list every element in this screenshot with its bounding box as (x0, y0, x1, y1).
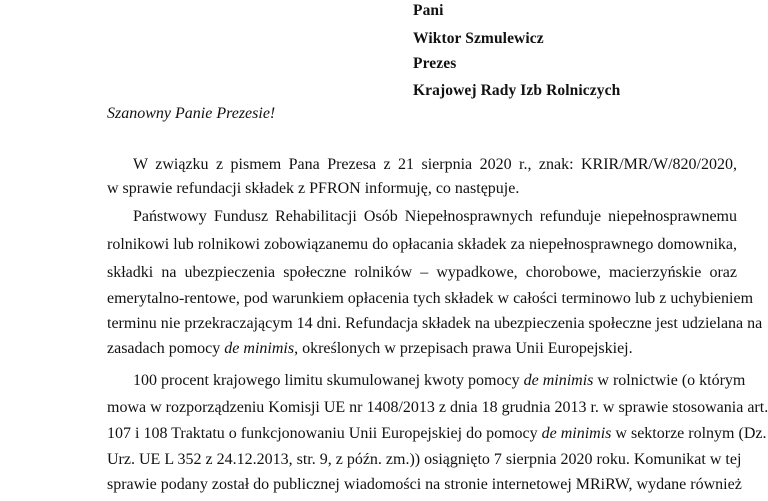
text-run: w sektorze rolnym (Dz. (611, 425, 767, 442)
recipient-position: Prezes (413, 55, 457, 72)
paragraph-3-line-4: Urz. UE L 352 z 24.12.2013, str. 9, z późn. zm.)) osiągnięto 7 sierpnia 2020 roku. Komunikat w tej (107, 451, 742, 468)
recipient-name: Wiktor Szmulewicz (413, 30, 544, 47)
paragraph-2-line-5: terminu nie przekraczającym 14 dni. Refundacja składek na ubezpieczenia społeczne jest udzielana na (107, 315, 763, 332)
text-run: w rolnictwie (o którym (593, 372, 746, 389)
recipient-title: Pani (413, 2, 444, 19)
paragraph-3-line-5: sprawie podany został do publicznej wiadomości na stronie internetowej MRiRW, wydane również (107, 476, 742, 493)
text-run: 107 i 108 Traktatu o funkcjonowaniu Unii Europejskiej do pomocy (107, 425, 542, 442)
paragraph-3-line-1 (133, 370, 746, 392)
paragraph-2-line-4: emerytalno-rentowe, pod warunkiem opłacenia tych składek w całości terminowo lub z uchybieniem (107, 290, 754, 307)
text-run: , określonych w przepisach prawa Unii Europejskiej. (294, 340, 633, 357)
recipient-organization: Krajowej Rady Izb Rolniczych (413, 82, 621, 99)
paragraph-1-line-2: w sprawie refundacji składek z PFRON informuję, co następuje. (107, 180, 520, 197)
paragraph-1-line-1: W związku z pismem Pana Prezesa z 21 sierpnia 2020 r., znak: KRIR/MR/W/820/2020, (133, 156, 737, 173)
paragraph-2-line-6 (107, 338, 737, 360)
paragraph-2-line-1: Państwowy Fundusz Rehabilitacji Osób Niepełnosprawnych refunduje niepełnosprawnemu (133, 208, 737, 225)
paragraph-2-line-2: rolnikowi lub rolnikowi zobowiązanemu do opłacania składek za niepełnosprawnego domownika, (107, 236, 737, 253)
text-run: 100 procent krajowego limitu skumulowanej kwoty pomocy (133, 372, 524, 389)
paragraph-3-line-3 (107, 423, 767, 445)
latin-term: de minimis (523, 372, 594, 389)
greeting: Szanowny Panie Prezesie! (107, 105, 276, 122)
paragraph-2-line-3: składki na ubezpieczenia społeczne rolników – wypadkowe, chorobowe, macierzyńskie oraz (107, 264, 737, 281)
paragraph-3-line-2: mowa w rozporządzeniu Komisji UE nr 1408/2013 z dnia 18 grudnia 2013 r. w sprawie stosowania art. (107, 399, 768, 416)
latin-term: de minimis (224, 340, 295, 357)
text-run: zasadach pomocy (107, 340, 225, 357)
latin-term: de minimis (541, 425, 612, 442)
